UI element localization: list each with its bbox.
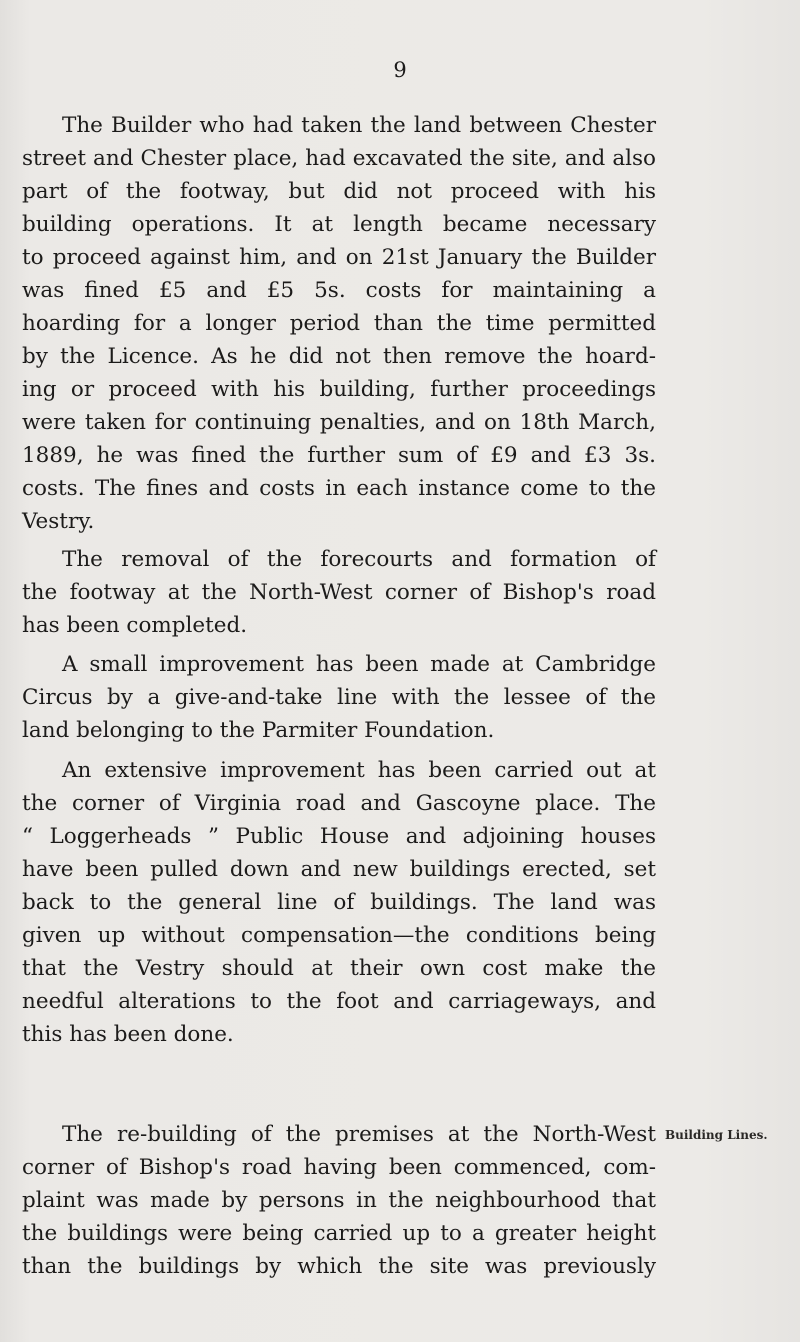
text-line: The re-building of the premises at the North-West bbox=[62, 1122, 656, 1147]
text-line: has been completed. bbox=[22, 613, 248, 638]
text-line: ing or proceed with his building, further proceedings bbox=[22, 377, 656, 402]
text-line: given up without compensation—the conditions being bbox=[22, 923, 656, 948]
text-line: this has been done. bbox=[22, 1022, 234, 1047]
text-line: was fined £5 and £5 5s. costs for maintaining a bbox=[22, 278, 656, 303]
text-line: hoarding for a longer period than the time permitted bbox=[22, 311, 656, 336]
text-line: corner of Bishop's road having been commenced, com- bbox=[22, 1155, 656, 1180]
text-line: 1889, he was fined the further sum of £9 and £3 3s. bbox=[22, 443, 656, 468]
text-line: that the Vestry should at their own cost make the bbox=[22, 956, 656, 981]
text-line: the footway at the North-West corner of Bishop's road bbox=[22, 580, 656, 605]
text-line: to proceed against him, and on 21st January the Builder bbox=[22, 245, 656, 270]
text-line: Vestry. bbox=[22, 509, 95, 534]
text-line: back to the general line of buildings. The land was bbox=[22, 890, 656, 915]
text-line: The removal of the forecourts and formation of bbox=[62, 547, 656, 572]
text-line: the buildings were being carried up to a greater height bbox=[22, 1221, 656, 1246]
text-line: the corner of Virginia road and Gascoyne place. The bbox=[22, 791, 656, 816]
text-line: building operations. It at length became necessary bbox=[22, 212, 656, 237]
text-line: “ Loggerheads ” Public House and adjoining houses bbox=[22, 824, 656, 849]
text-line: plaint was made by persons in the neighbourhood that bbox=[22, 1188, 656, 1213]
text-line: costs. The fines and costs in each instance come to the bbox=[22, 476, 656, 501]
page-number: 9 bbox=[393, 58, 407, 82]
text-line: Circus by a give-and-take line with the lessee of the bbox=[22, 685, 656, 710]
text-line: by the Licence. As he did not then remove the hoard- bbox=[22, 344, 656, 369]
text-line: than the buildings by which the site was previously bbox=[22, 1254, 656, 1279]
text-line: part of the footway, but did not proceed with his bbox=[22, 179, 656, 204]
text-line: An extensive improvement has been carried out at bbox=[62, 758, 656, 783]
text-line: street and Chester place, had excavated the site, and also bbox=[22, 146, 656, 171]
text-line: needful alterations to the foot and carriageways, and bbox=[22, 989, 656, 1014]
text-line: land belonging to the Parmiter Foundation. bbox=[22, 718, 495, 743]
text-line: were taken for continuing penalties, and on 18th March, bbox=[22, 410, 656, 435]
text-line: The Builder who had taken the land between Chester bbox=[62, 113, 656, 138]
margin-note: Building Lines. bbox=[665, 1128, 768, 1142]
text-line: have been pulled down and new buildings erected, set bbox=[22, 857, 656, 882]
text-line: A small improvement has been made at Cambridge bbox=[62, 652, 656, 677]
